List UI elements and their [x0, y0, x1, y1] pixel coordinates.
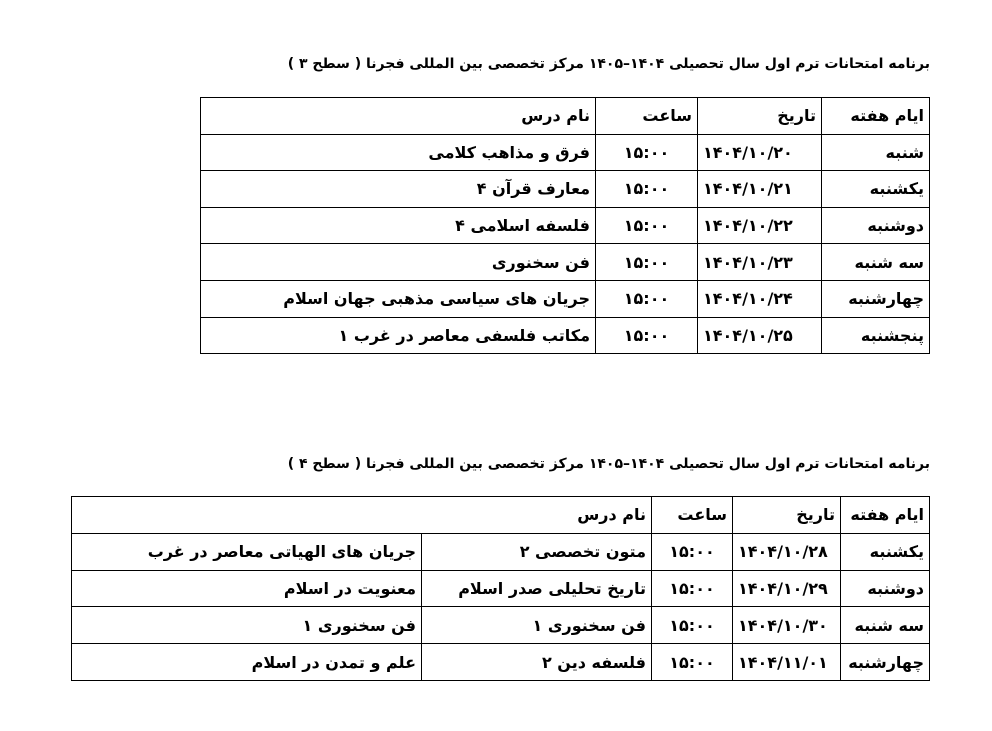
- cell-course-1: فن سخنوری ۱: [422, 607, 652, 644]
- cell-date: ۱۴۰۴/۱۱/۰۱: [733, 644, 841, 681]
- cell-day: سه شنبه: [822, 244, 930, 281]
- cell-day: شنبه: [822, 134, 930, 171]
- header-time: ساعت: [652, 497, 733, 534]
- cell-day: چهارشنبه: [822, 280, 930, 317]
- cell-course-2: فن سخنوری ۱: [72, 607, 422, 644]
- cell-day: چهارشنبه: [841, 644, 930, 681]
- cell-date: ۱۴۰۴/۱۰/۲۲: [698, 207, 822, 244]
- cell-time: ۱۵:۰۰: [596, 171, 698, 208]
- header-course: نام درس: [201, 98, 596, 135]
- cell-course-1: فلسفه دین ۲: [422, 644, 652, 681]
- exam-schedule-table-level3: [200, 97, 930, 354]
- cell-course-1: تاریخ تحلیلی صدر اسلام: [422, 570, 652, 607]
- table-row: [72, 644, 930, 681]
- exam-schedule-table-level4: [71, 496, 930, 681]
- cell-course-2: جریان های الهیاتی معاصر در غرب: [72, 533, 422, 570]
- cell-course: فن سخنوری: [201, 244, 596, 281]
- cell-date: ۱۴۰۴/۱۰/۲۱: [698, 171, 822, 208]
- cell-date: ۱۴۰۴/۱۰/۲۸: [733, 533, 841, 570]
- cell-course: مکاتب فلسفی معاصر در غرب ۱: [201, 317, 596, 354]
- header-day: ایام هفته: [822, 98, 930, 135]
- cell-date: ۱۴۰۴/۱۰/۳۰: [733, 607, 841, 644]
- cell-course-2: علم و تمدن در اسلام: [72, 644, 422, 681]
- table-header-row: [72, 497, 930, 534]
- cell-course: معارف قرآن ۴: [201, 171, 596, 208]
- cell-course: فرق و مذاهب کلامی: [201, 134, 596, 171]
- cell-time: ۱۵:۰۰: [596, 134, 698, 171]
- cell-course: فلسفه اسلامی ۴: [201, 207, 596, 244]
- header-time: ساعت: [596, 98, 698, 135]
- cell-date: ۱۴۰۴/۱۰/۲۰: [698, 134, 822, 171]
- cell-day: سه شنبه: [841, 607, 930, 644]
- exam-schedule-title-level3: برنامه امتحانات ترم اول سال تحصیلی ۱۴۰۴–۱۴۰۵ مرکز تخصصی بین المللی فجرنا ( سطح ۳ ): [287, 56, 930, 72]
- cell-day: دوشنبه: [822, 207, 930, 244]
- table-row: [201, 317, 930, 354]
- table-row: [201, 134, 930, 171]
- table-row: [201, 244, 930, 281]
- cell-date: ۱۴۰۴/۱۰/۲۵: [698, 317, 822, 354]
- header-course: نام درس: [72, 497, 652, 534]
- cell-course-1: متون تخصصی ۲: [422, 533, 652, 570]
- table-row: [72, 607, 930, 644]
- cell-date: ۱۴۰۴/۱۰/۲۹: [733, 570, 841, 607]
- cell-time: ۱۵:۰۰: [652, 644, 733, 681]
- table-row: [201, 207, 930, 244]
- table-row: [201, 171, 930, 208]
- cell-time: ۱۵:۰۰: [652, 533, 733, 570]
- cell-date: ۱۴۰۴/۱۰/۲۳: [698, 244, 822, 281]
- cell-course: جریان های سیاسی مذهبی جهان اسلام: [201, 280, 596, 317]
- cell-time: ۱۵:۰۰: [596, 280, 698, 317]
- cell-time: ۱۵:۰۰: [596, 317, 698, 354]
- cell-day: دوشنبه: [841, 570, 930, 607]
- table-header-row: [201, 98, 930, 135]
- header-date: تاریخ: [698, 98, 822, 135]
- cell-time: ۱۵:۰۰: [596, 244, 698, 281]
- table-row: [72, 570, 930, 607]
- exam-schedule-title-level4: برنامه امتحانات ترم اول سال تحصیلی ۱۴۰۴–۱۴۰۵ مرکز تخصصی بین المللی فجرنا ( سطح ۴ ): [287, 456, 930, 472]
- cell-time: ۱۵:۰۰: [652, 607, 733, 644]
- cell-day: یکشنبه: [822, 171, 930, 208]
- table-row: [72, 533, 930, 570]
- header-date: تاریخ: [733, 497, 841, 534]
- cell-course-2: معنویت در اسلام: [72, 570, 422, 607]
- table-row: [201, 280, 930, 317]
- cell-time: ۱۵:۰۰: [596, 207, 698, 244]
- cell-day: پنجشنبه: [822, 317, 930, 354]
- header-day: ایام هفته: [841, 497, 930, 534]
- cell-time: ۱۵:۰۰: [652, 570, 733, 607]
- cell-day: یکشنبه: [841, 533, 930, 570]
- cell-date: ۱۴۰۴/۱۰/۲۴: [698, 280, 822, 317]
